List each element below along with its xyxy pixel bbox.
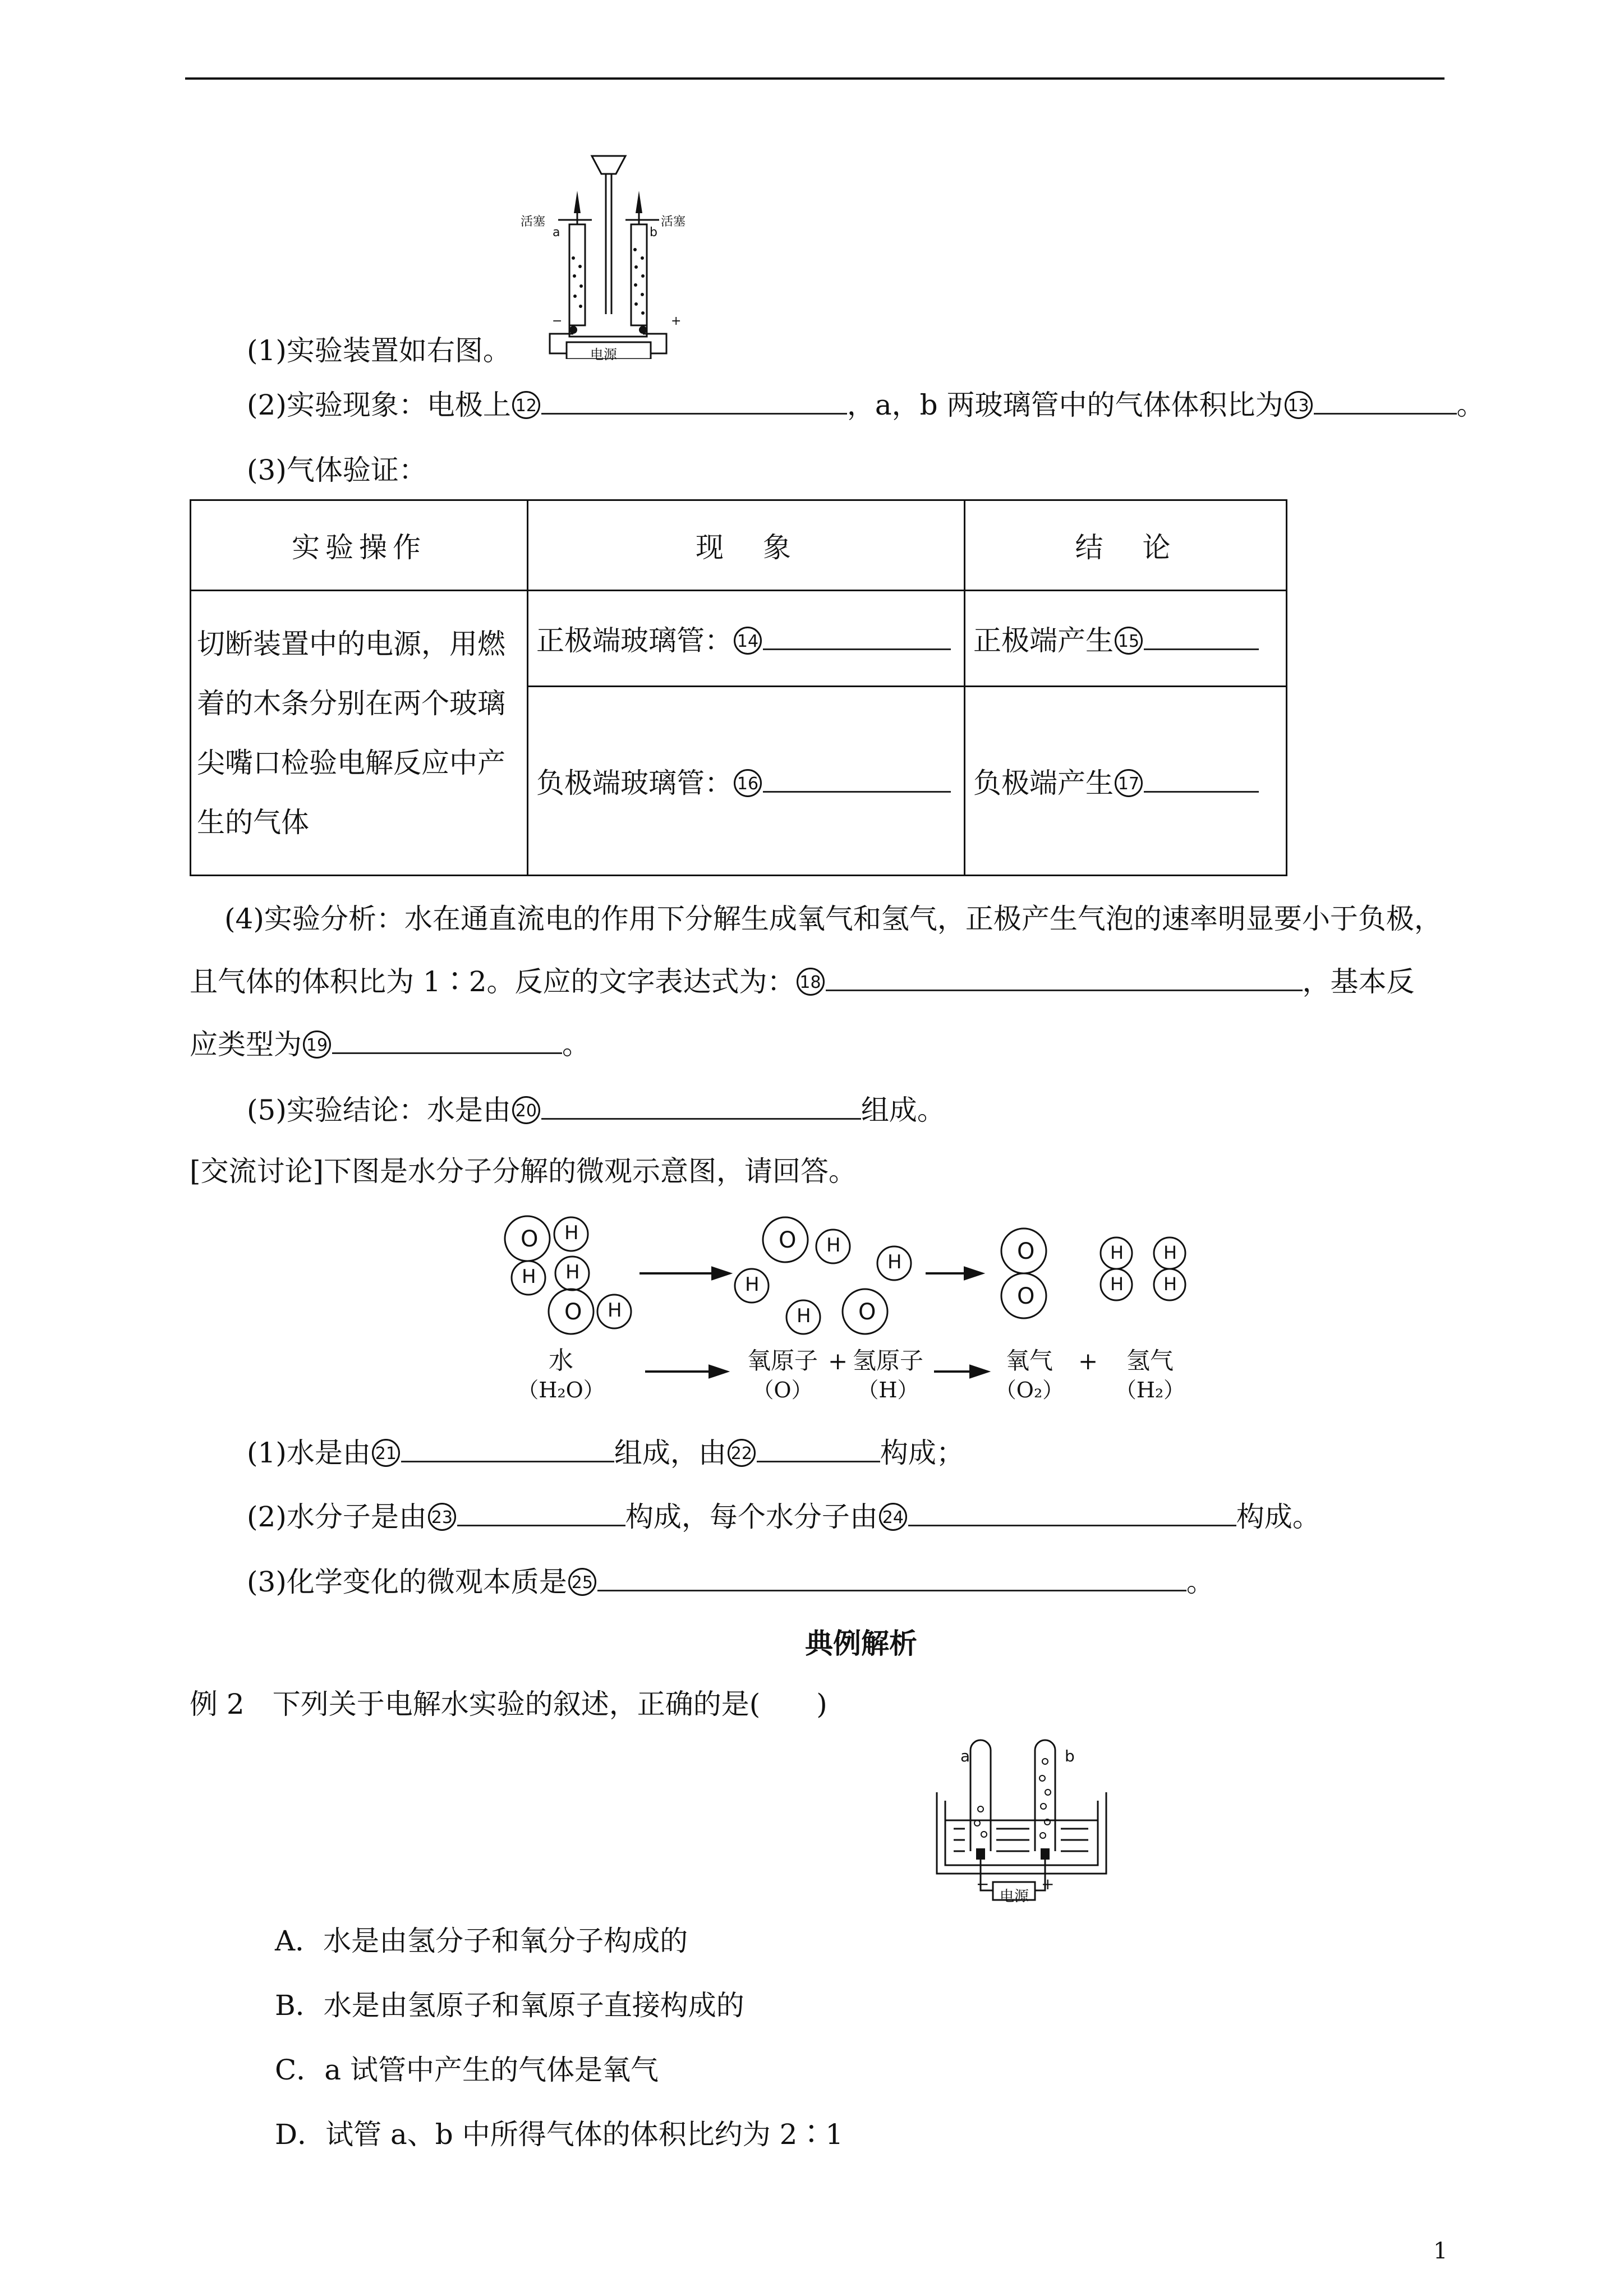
blank-number-21: 21 [372, 1439, 400, 1467]
tube-a-label: a [553, 226, 560, 240]
analysis-line-2-tail: ，基本反 [1302, 965, 1415, 998]
blank-number-17: 17 [1115, 769, 1143, 797]
answer-blank-23[interactable] [457, 1499, 625, 1526]
caption-hydrogen-atom-name: 氢原子 [852, 1347, 923, 1374]
discussion-question-1 [247, 1435, 964, 1470]
power-label: 电源 [1000, 1888, 1029, 1905]
answer-blank-17[interactable] [1144, 769, 1259, 793]
table-header-operation: 实验操作 [191, 500, 528, 591]
caption-water [516, 1346, 606, 1405]
q1-text-b: 组成，由 [614, 1437, 726, 1469]
table-operation-cell [191, 591, 528, 876]
item-1: (1)实验装置如右图。 [247, 334, 511, 367]
answer-blank-14[interactable] [763, 626, 951, 650]
answer-blank-16[interactable] [763, 769, 951, 793]
caption-oxygen-gas-name: 氧气 [1005, 1347, 1053, 1374]
q1-text-c: 构成； [880, 1437, 964, 1469]
atom-label-h: H [564, 1222, 579, 1244]
tube-a-label: a [960, 1747, 970, 1765]
discussion-question-3 [247, 1564, 1214, 1599]
caption-hydrogen-atom-symbol: （H） [857, 1378, 919, 1402]
analysis-line-1: (4)实验分析：水在通直流电的作用下分解生成氧气和氢气，正极产生气泡的速率明显要小于负极， [224, 903, 1442, 935]
atom-label-h: H [1163, 1242, 1177, 1263]
atom-label-h: H [608, 1299, 622, 1322]
stopcock-left-label: 活塞 [521, 215, 546, 229]
item-2-text-b: ，a，b 两玻璃管中的气体体积比为 [846, 389, 1283, 421]
blank-number-12: 12 [512, 391, 540, 419]
answer-blank-24[interactable] [908, 1499, 1236, 1526]
section-heading: 典例解析 [805, 1627, 917, 1660]
table-cell-negative-conclusion [965, 687, 1287, 876]
analysis-line-3-text: 应类型为 [190, 1028, 302, 1061]
conclusion-tail: 组成。 [861, 1094, 945, 1126]
caption-plus-1: + [828, 1347, 848, 1375]
atom-label-o: O [521, 1226, 539, 1252]
table-header-conclusion: 结 论 [965, 500, 1287, 591]
conclusion-text: (5)实验结论：水是由 [247, 1094, 511, 1126]
answer-blank-15[interactable] [1144, 626, 1259, 650]
atom-label-o: O [1017, 1239, 1035, 1264]
example-question: 例 2 下列关于电解水实验的叙述，正确的是( ) [190, 1688, 827, 1720]
minus-label: − [552, 314, 563, 328]
analysis-line-3 [190, 1027, 590, 1061]
answer-blank-25[interactable] [597, 1564, 1186, 1591]
answer-blank-22[interactable] [757, 1435, 880, 1462]
atom-label-o: O [1017, 1283, 1035, 1309]
answer-blank-13[interactable] [1314, 387, 1457, 415]
operation-line: 着的木条分别在两个玻璃 [197, 687, 505, 720]
discussion-intro: [交流讨论]下图是水分子分解的微观示意图，请回答。 [190, 1155, 857, 1188]
blank-number-20: 20 [512, 1096, 540, 1124]
power-label: 电源 [590, 347, 617, 362]
blank-number-13: 13 [1285, 391, 1313, 419]
caption-hydrogen-gas [1108, 1346, 1192, 1405]
table-header-phenomenon: 现 象 [528, 500, 965, 591]
item-2-text-a: (2)实验现象：电极上 [247, 389, 511, 421]
header-rule [185, 77, 1444, 80]
blank-number-16: 16 [734, 769, 762, 797]
caption-hydrogen-gas-formula: （H₂） [1115, 1378, 1185, 1402]
option-a[interactable]: A．水是由氢分子和氧分子构成的 [275, 1925, 688, 1957]
caption-oxygen-atom-name: 氧原子 [747, 1347, 818, 1374]
atom-label-h: H [522, 1266, 536, 1288]
caption-oxygen-gas [987, 1346, 1071, 1405]
analysis-line-3-end: 。 [562, 1028, 590, 1061]
atom-label-o: O [564, 1299, 582, 1325]
operation-line: 生的气体 [197, 806, 309, 839]
answer-blank-18[interactable] [826, 964, 1303, 991]
item-2 [247, 387, 1485, 422]
caption-oxygen-atom [740, 1346, 825, 1405]
blank-number-14: 14 [734, 627, 762, 655]
atom-label-h: H [797, 1305, 811, 1327]
table-cell-negative-phenomenon [528, 687, 965, 876]
blank-number-15: 15 [1115, 627, 1143, 655]
analysis-line-2 [190, 964, 1415, 999]
stopcock-right-label: 活塞 [661, 215, 686, 229]
caption-water-name: 水 [549, 1346, 573, 1375]
tube-b-label: b [650, 226, 657, 240]
blank-number-22: 22 [728, 1439, 756, 1467]
q1-text-a: (1)水是由 [247, 1437, 371, 1469]
negative-phenomenon-text: 负极端玻璃管： [536, 767, 733, 799]
analysis-line-2-text: 且气体的体积比为 1∶2。反应的文字表达式为： [190, 965, 795, 998]
answer-blank-12[interactable] [541, 387, 847, 415]
negative-conclusion-text: 负极端产生 [973, 767, 1114, 799]
atom-label-h: H [1110, 1242, 1124, 1263]
tube-b-label: b [1065, 1747, 1075, 1765]
minus-label: − [976, 1875, 990, 1893]
atom-label-o: O [858, 1299, 876, 1325]
option-c[interactable]: C．a 试管中产生的气体是氧气 [275, 2054, 659, 2086]
atom-label-o: O [779, 1227, 797, 1253]
option-d[interactable]: D．试管 a、b 中所得气体的体积比约为 2∶1 [275, 2118, 844, 2151]
caption-plus-2: + [1078, 1347, 1098, 1375]
atom-label-h: H [745, 1273, 760, 1296]
caption-hydrogen-atom [846, 1346, 930, 1405]
q3-end: 。 [1186, 1566, 1214, 1598]
plus-label: + [1041, 1875, 1055, 1893]
option-b[interactable]: B．水是由氢原子和氧原子直接构成的 [275, 1989, 744, 2022]
page-number: 1 [1433, 2238, 1448, 2264]
positive-phenomenon-text: 正极端玻璃管： [536, 624, 733, 657]
discussion-question-2 [247, 1499, 1321, 1534]
answer-blank-20[interactable] [541, 1092, 861, 1120]
caption-water-formula: （H₂O） [517, 1378, 605, 1402]
q2-text-a: (2)水分子是由 [247, 1501, 427, 1533]
q2-text-c: 构成。 [1236, 1501, 1321, 1533]
blank-number-24: 24 [879, 1503, 907, 1531]
answer-blank-21[interactable] [401, 1435, 614, 1462]
item-2-end: 。 [1456, 389, 1485, 421]
conclusion-line [247, 1092, 945, 1127]
atom-label-h: H [887, 1251, 902, 1273]
blank-number-25: 25 [568, 1568, 596, 1596]
blank-number-23: 23 [428, 1503, 456, 1531]
table-cell-positive-phenomenon [528, 591, 965, 687]
caption-oxygen-gas-formula: （O₂） [995, 1378, 1064, 1402]
answer-blank-19[interactable] [332, 1027, 562, 1054]
table-cell-positive-conclusion [965, 591, 1287, 687]
plus-label: + [671, 314, 682, 328]
operation-line: 尖嘴口检验电解反应中产 [197, 746, 505, 779]
positive-conclusion-text: 正极端产生 [973, 624, 1114, 657]
blank-number-19: 19 [303, 1030, 331, 1059]
atom-label-h: H [826, 1234, 841, 1257]
gas-verification-table [190, 499, 1287, 876]
atom-label-h: H [1110, 1273, 1124, 1295]
item-3: (3)气体验证： [247, 454, 427, 486]
blank-number-18: 18 [797, 968, 825, 996]
q2-text-b: 构成，每个水分子由 [625, 1501, 878, 1533]
atom-label-h: H [565, 1261, 580, 1283]
caption-oxygen-atom-symbol: （O） [752, 1378, 813, 1402]
q3-text-a: (3)化学变化的微观本质是 [247, 1566, 567, 1598]
operation-line: 切断装置中的电源，用燃 [197, 627, 505, 660]
caption-hydrogen-gas-name: 氢气 [1126, 1347, 1174, 1374]
atom-label-h: H [1163, 1273, 1177, 1295]
